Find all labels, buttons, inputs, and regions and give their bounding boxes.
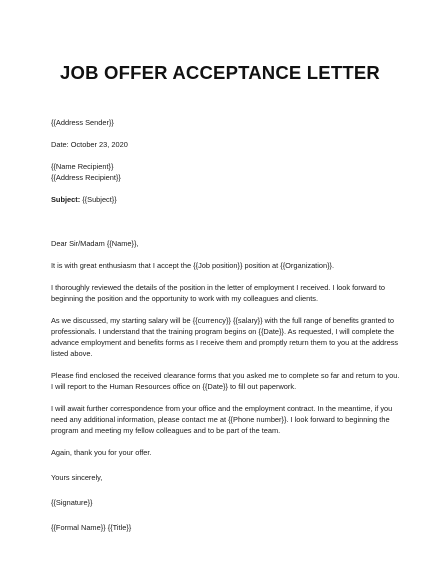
subject-line xyxy=(51,194,403,205)
paragraph-salary: As we discussed, my starting salary will be {{currency}} {{salary}} with the full range of benefits granted to professionals. I understand that the training program begins on {{Date}}. As requested, I will complete the advance employment and benefits forms as I receive them and promptly return them to you at the address listed above. xyxy=(51,316,399,358)
paragraph-acceptance: It is with great enthusiasm that I accept the {{Job position}} position at {{Organization}}. xyxy=(51,261,335,270)
paragraph-correspondence: I will await further correspondence from your office and the employment contract. In the meantime, if you need any additional information, please contact me at {{Phone number}}. I look forward to beginning the program and meeting my fellow colleagues and to be part of the team. xyxy=(51,404,393,435)
letter-title: JOB OFFER ACCEPTANCE LETTER xyxy=(60,62,380,83)
paragraph-review: I thoroughly reviewed the details of the position in the letter of employment I received. I look forward to beginning the position and the opportunity to work with my colleagues and clients. xyxy=(51,283,385,303)
subject-label: Subject: xyxy=(51,195,81,204)
paragraph-thanks: Again, thank you for your offer. xyxy=(51,448,152,457)
recipient-name: {{Name Recipient}} xyxy=(51,162,114,171)
paragraph-forms: Please find enclosed the received clearance forms that you asked me to complete so far and return to you. I will report to the Human Resources office on {{Date}} to fill out paperwork. xyxy=(51,371,400,391)
recipient-address: {{Address Recipient}} xyxy=(51,173,121,182)
closing: Yours sincerely, xyxy=(51,473,103,482)
salutation: Dear Sir/Madam {{Name}}, xyxy=(51,239,139,248)
signoff: {{Formal Name}} {{Title}} xyxy=(51,523,132,532)
signature: {{Signature}} xyxy=(51,498,93,507)
letter-body xyxy=(51,117,403,533)
letter-date: Date: October 23, 2020 xyxy=(51,140,128,149)
address-sender: {{Address Sender}} xyxy=(51,118,114,127)
subject-value: {{Subject}} xyxy=(80,195,117,204)
